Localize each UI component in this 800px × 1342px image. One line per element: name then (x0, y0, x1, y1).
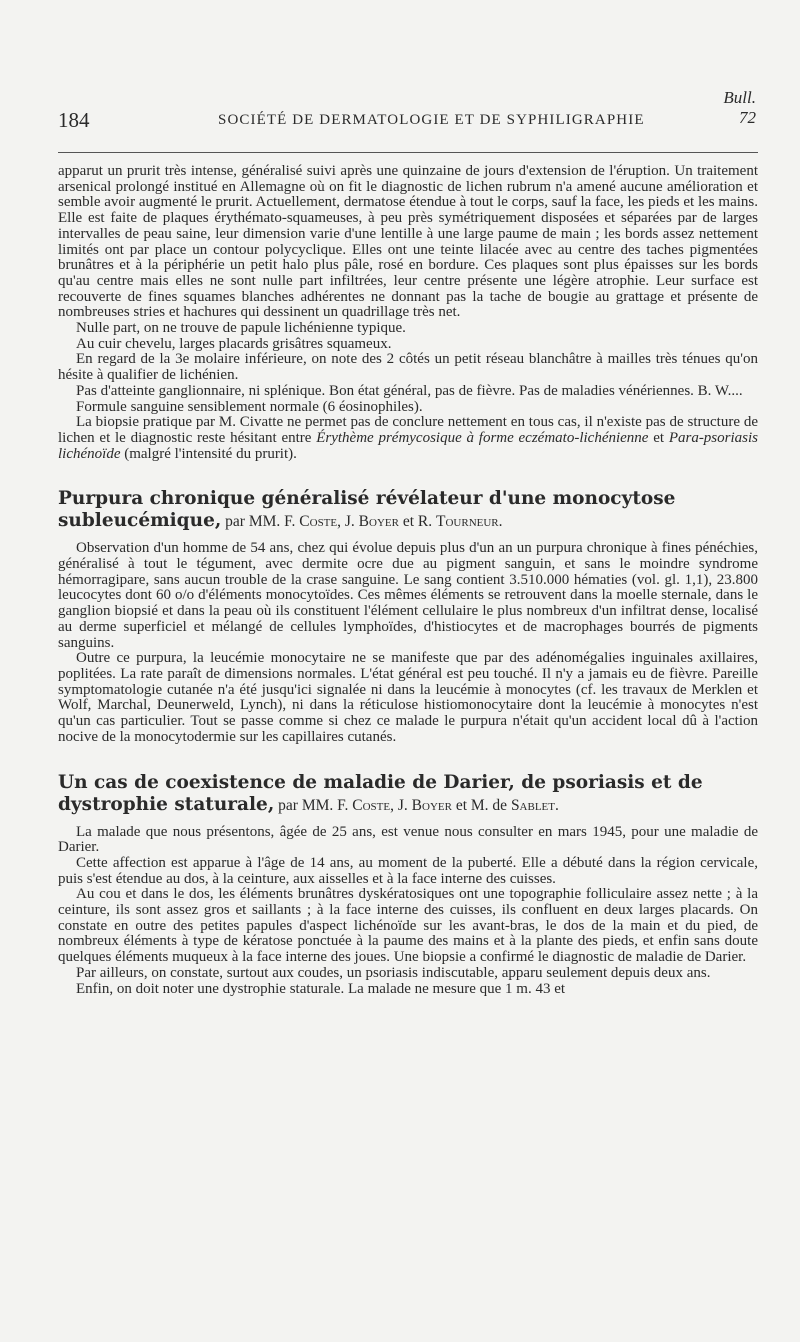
text-run: . (555, 796, 559, 814)
text-run: (malgré l'intensité du prurit). (120, 445, 297, 462)
text-run: et R. (398, 513, 436, 531)
italic-diagnosis: Para-psoriasis lichénoïde (58, 429, 758, 462)
article-title (58, 772, 758, 817)
text-run: et M. de (451, 796, 511, 814)
paragraph: Formule sanguine sensiblement normale (6 éosinophiles). (76, 398, 423, 415)
running-title: SOCIÉTÉ DE DERMATOLOGIE ET DE SYPHILIGRAPHIE (218, 112, 645, 128)
text-run: par MM. F. (221, 513, 300, 531)
paragraph: apparut un prurit très intense, généralisé suivi après une quinzaine de jours d'extension de l'éruption. Un traitement arsenical prolongé institué en Allemagne où on fit le diagnostic de lichen rubrum n'a amené aucune amélioration et semble avoir augmenté le prurit. Actuellement, dermatose étendue à tout le corps, sauf la face, les pieds et les mains. Elle est faite de plaques érythémato-squameuses, à peu près symétriquement disposées et séparées par de larges intervalles de peau saine, leur dimension varie d'une lentille à une large paume de main ; les bords assez nettement limités ont par place un contour polycyclique. Elles ont une teinte lilacée avec au centre des taches pigmentées brunâtres et à la périphérie un petit halo plus pâle, rosé en bordure. Ces plaques sont plus épaisses sur les bords qu'au centre mais elles ne sont nulle part infiltrées, leur centre présente une légère atrophie. Leur surface est recouverte de fines squames blanches adhérentes ne donnant pas la tache de bougie au grattage et présente de nombreuses stries et hachures qui dessinent un quadrillage très net. (58, 163, 758, 321)
italic-diagnosis: Érythème prémycosique à forme eczémato-lichénienne (316, 429, 649, 446)
paragraph: Cette affection est apparue à l'âge de 14 ans, au moment de la puberté. Elle a débuté dans la région cervicale, puis s'est étendue au dos, à la ceinture, aux aisselles et à la face interne des cuisses. (58, 854, 758, 887)
paragraph: Au cuir chevelu, larges placards grisâtres squameux. (76, 335, 392, 352)
paragraph (58, 415, 758, 462)
text-run: , J. (390, 796, 412, 814)
author-name: Coste (352, 796, 391, 814)
body-text (58, 164, 758, 997)
paragraph: Pas d'atteinte ganglionnaire, ni splénique. Bon état général, pas de fièvre. Pas de maladies vénériennes. B. W.... (76, 382, 743, 399)
paragraph: En regard de la 3e molaire inférieure, on note des 2 côtés un petit réseau blanchâtre à mailles très ténues qu'on hésite à qualifier de lichénien. (58, 351, 758, 384)
article-title (58, 488, 758, 533)
text-run: par MM. F. (274, 796, 353, 814)
article-authors (274, 797, 559, 814)
author-name: Boyer (358, 513, 399, 531)
article-authors (221, 513, 502, 530)
paragraph: Outre ce purpura, la leucémie monocytaire ne se manifeste que par des adénomégalies inguinales axillaires, poplitées. La rate paraît de dimensions normales. L'état général est peu touché. Il n'y a jamais eu de fièvre. Pareille symptomatologie cutanée n'a été jusqu'ici signalée ni dans la leucémie à monocytes (cf. les travaux de Merklen et Wolf, Marchal, Deunerweld, Lynch), ni dans la réticulose histiomonocytaire dont la leucémie à monocytes n'est qu'un cas particulier. Tout se passe comme si chez ce malade le purpura n'était qu'un accident local dû à l'action nocive de la monocytodermie sur les capillaires cutanés. (58, 650, 758, 745)
text-run: , J. (337, 513, 359, 531)
header-rule (58, 152, 758, 153)
article-title-text: Purpura chronique généralisé révélateur d'une monocytose subleucémique, (58, 488, 676, 532)
page-number: 184 (58, 108, 90, 132)
paragraph: La malade que nous présentons, âgée de 25 ans, est venue nous consulter en mars 1945, pour une maladie de Darier. (58, 823, 758, 856)
author-name: Coste (299, 513, 338, 531)
paragraph: Par ailleurs, on constate, surtout aux coudes, un psoriasis indiscutable, apparu seulement depuis deux ans. (76, 964, 711, 981)
paragraph: Enfin, on doit noter une dystrophie staturale. La malade ne mesure que 1 m. 43 et (76, 980, 566, 997)
page (58, 88, 758, 997)
bulletin-reference (723, 88, 756, 128)
bulletin-number: 72 (739, 108, 756, 127)
paragraph: Au cou et dans le dos, les éléments brunâtres dyskératosiques ont une topographie folliculaire assez nette ; à la ceinture, ils sont assez gros et saillants ; à la face interne des cuisses, ils confluent en deux larges placards. On constate en outre des petites papules d'aspect lichénoïde sur les avant-bras, le dos de la main et du pied, de nombreux éléments à type de kératose ponctuée à la paume des mains et à la plante des pieds, et enfin sans doute quelques éléments muqueux à la face interne des joues. Une biopsie a confirmé le diagnostic de maladie de Darier. (58, 886, 758, 966)
page-header (58, 88, 758, 130)
author-name: Tourneur (436, 513, 499, 531)
paragraph: Observation d'un homme de 54 ans, chez qui évolue depuis plus d'un an un purpura chronique à fines pénéchies, généralisé à tout le tégument, avec dermite ocre due au pigment sanguin, et sans le moindre syndrome hémorragipare, sans aucun trouble de la crase sanguine. Le sang contient 3.510.000 hématies (vol. gl. 1,1), 23.800 leucocytes dont 60 o/o d'éléments monocytoïdes. Ces mêmes éléments se retrouvent dans la moelle sternale, dans le ganglion biopsié et dans la peau où ils constituent l'élément cellulaire le plus nombreux d'un infiltrat dense, localisé au derme superficiel et mélangé de cellules lymphoïdes, d'histiocytes et de macrophages bourrés de pigments sanguins. (58, 540, 758, 651)
author-name: Boyer (411, 796, 452, 814)
text-run: La biopsie pratique par M. Civatte ne permet pas de conclure nettement en tous cas, il n'existe pas de structure de lichen et le diagnostic reste hésitant entre (58, 414, 758, 446)
author-name: Sablet (510, 796, 555, 814)
bulletin-label: Bull. (723, 88, 756, 107)
text-run: . (498, 513, 503, 531)
article-title-text: Un cas de coexistence de maladie de Darier, de psoriasis et de dystrophie staturale, (58, 771, 703, 815)
text-run: et (648, 429, 669, 446)
paragraph: Nulle part, on ne trouve de papule lichénienne typique. (76, 320, 406, 337)
